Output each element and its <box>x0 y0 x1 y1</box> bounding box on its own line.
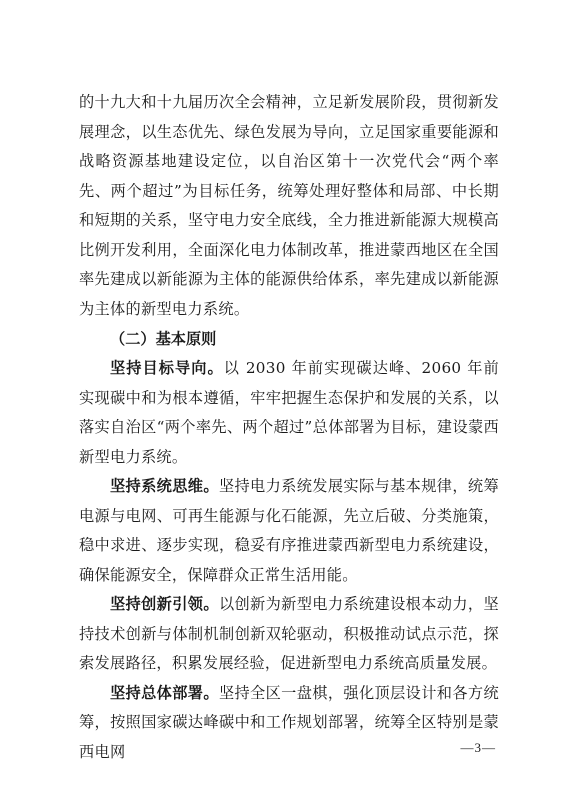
paragraph-body: 坚持全区一盘棋，强化顶层设计和各方统筹，按照国家碳达峰碳中和工作规划部署，统筹全区特别是蒙西电网 <box>79 683 499 761</box>
paragraph-body: 坚持电力系统发展实际与基本规律，统筹电源与电网、可再生能源与化石能源，先立后破、分类施策，稳中求进、逐步实现，稳妥有序推进蒙西新型电力系统建设，确保能源安全，保障群众正常生活用能。 <box>79 477 499 584</box>
paragraph-lead: 坚持目标导向。 <box>110 359 224 377</box>
document-body <box>79 88 499 767</box>
paragraph-body: 以 2030 年前实现碳达峰、2060 年前实现碳中和为根本遵循，牢牢把握生态保护和发展的关系，以落实自治区“两个率先、两个超过”总体部署为目标，建设蒙西新型电力系统。 <box>79 359 499 466</box>
paragraph-innovation <box>79 590 499 679</box>
paragraph-goal-oriented <box>79 354 499 472</box>
section-heading: （二）基本原则 <box>110 330 217 348</box>
paragraph-lead: 坚持总体部署。 <box>110 683 219 702</box>
paragraph-systems-thinking <box>79 472 499 590</box>
page-number: —3— <box>460 740 496 755</box>
paragraph-intro: 的十九大和十九届历次全会精神，立足新发展阶段，贯彻新发展理念，以生态优先、绿色发展为导向，立足国家重要能源和战略资源基地建设定位，以自治区第十一次党代会“两个率先、两个超过”为目标任务，统筹处理好整体和局部、中长期和短期的关系，坚守电力安全底线，全力推进新能源大规模高比例开发利用，全面深化电力体制改革，推进蒙西地区在全国率先建成以新能源为主体的能源供给体系，率先建成以新能源为主体的新型电力系统。 <box>79 93 499 318</box>
paragraph-body: 以创新为新型电力系统建设根本动力，坚持技术创新与体制机制创新双轮驱动，积极推动试点示范，探索发展路径，积累发展经验，促进新型电力系统高质量发展。 <box>79 595 499 672</box>
paragraph-overall-deployment <box>79 679 499 768</box>
paragraph-lead: 坚持系统思维。 <box>110 477 219 495</box>
paragraph-lead: 坚持创新引领。 <box>110 595 219 613</box>
